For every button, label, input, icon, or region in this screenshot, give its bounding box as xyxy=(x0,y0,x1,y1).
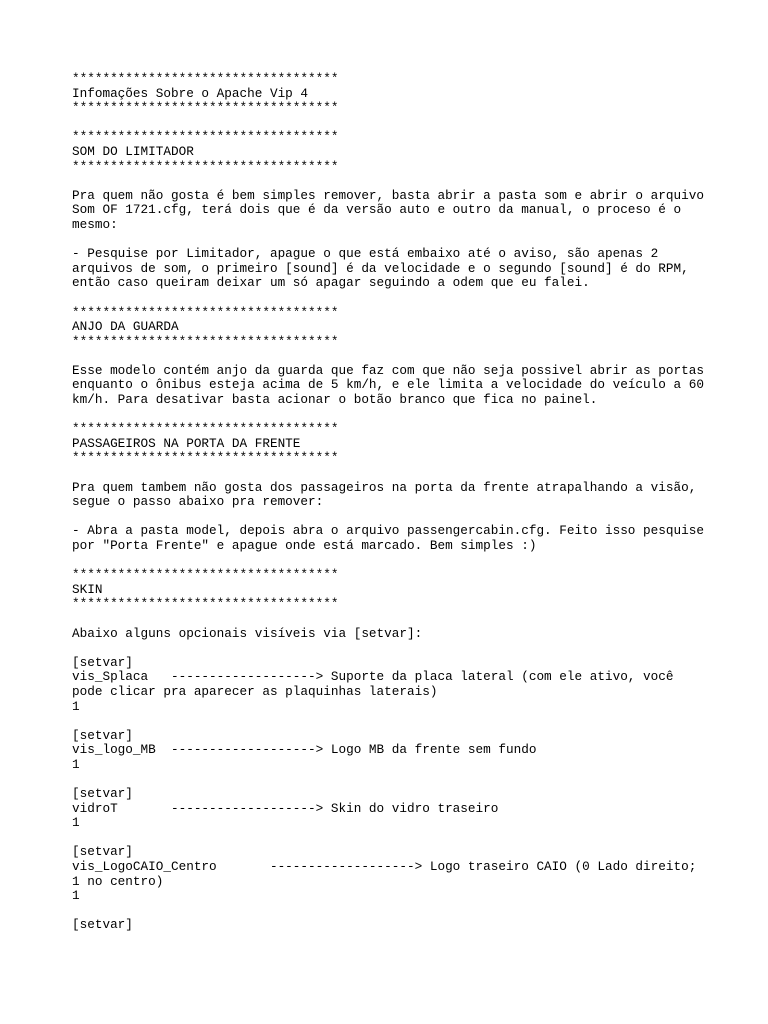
paragraph-line: arquivos de som, o primeiro [sound] é da velocidade e o segundo [sound] é do RPM, xyxy=(72,260,689,276)
separator-line: *********************************** xyxy=(72,100,339,116)
setvar-value: 1 xyxy=(72,815,80,831)
separator-line: *********************************** xyxy=(72,596,339,612)
setvar-tag: [setvar] xyxy=(72,654,133,670)
paragraph-line: enquanto o ônibus esteja acima de 5 km/h, e ele limita a velocidade do veículo a 60 xyxy=(72,377,704,393)
section-title-passageiros: PASSAGEIROS NA PORTA DA FRENTE xyxy=(72,435,301,451)
separator-line: *********************************** xyxy=(72,158,339,174)
document-page xyxy=(72,72,712,933)
paragraph-line: mesmo: xyxy=(72,216,118,232)
paragraph-line: - Abra a pasta model, depois abra o arquivo passengercabin.cfg. Feito isso pesquise xyxy=(72,523,704,539)
setvar-line: 1 no centro) xyxy=(72,873,164,889)
setvar-line: vis_logo_MB -------------------> Logo MB da frente sem fundo xyxy=(72,742,537,758)
separator-line: *********************************** xyxy=(72,421,339,437)
setvar-tag: [setvar] xyxy=(72,727,133,743)
paragraph-line: então caso queiram deixar um só apagar seguindo a odem que eu falei. xyxy=(72,275,590,291)
paragraph-line: Som OF 1721.cfg, terá dois que é da versão auto e outro da manual, o proceso é o xyxy=(72,202,682,218)
setvar-line: pode clicar pra aparecer as plaquinhas laterais) xyxy=(72,683,438,699)
paragraph-line: por "Porta Frente" e apague onde está marcado. Bem simples :) xyxy=(72,538,537,553)
separator-line: *********************************** xyxy=(72,129,339,145)
setvar-value: 1 xyxy=(72,888,80,904)
section-title-anjo-da-guarda: ANJO DA GUARDA xyxy=(72,319,179,335)
paragraph-line: km/h. Para desativar basta acionar o botão branco que fica no painel. xyxy=(72,392,598,408)
paragraph-line: - Pesquise por Limitador, apague o que está embaixo até o aviso, são apenas 2 xyxy=(72,246,659,262)
paragraph-line: Esse modelo contém anjo da guarda que faz com que não seja possivel abrir as portas xyxy=(72,362,704,378)
setvar-tag: [setvar] xyxy=(72,844,133,860)
setvar-value: 1 xyxy=(72,698,80,714)
separator-line: *********************************** xyxy=(72,333,339,349)
setvar-line: vis_Splaca -------------------> Suporte da placa lateral (com ele ativo, você xyxy=(72,669,674,685)
setvar-tag: [setvar] xyxy=(72,786,133,802)
paragraph-line: segue o passo abaixo pra remover: xyxy=(72,494,324,510)
setvar-tag: [setvar] xyxy=(72,917,133,933)
section-title-skin: SKIN xyxy=(72,581,103,597)
paragraph-line: Pra quem tambem não gosta dos passageiros na porta da frente atrapalhando a visão, xyxy=(72,479,697,495)
paragraph-line: Abaixo alguns opcionais visíveis via [setvar]: xyxy=(72,625,423,641)
setvar-value: 1 xyxy=(72,756,80,772)
separator-line: *********************************** xyxy=(72,71,339,86)
paragraph-line: Pra quem não gosta é bem simples remover, basta abrir a pasta som e abrir o arquivo xyxy=(72,187,704,203)
document-title: Infomações Sobre o Apache Vip 4 xyxy=(72,85,309,101)
setvar-line: vis_LogoCAIO_Centro -------------------> Logo traseiro CAIO (0 Lado direito; xyxy=(72,859,697,875)
section-title-som-do-limitador: SOM DO LIMITADOR xyxy=(72,143,194,159)
separator-line: *********************************** xyxy=(72,450,339,466)
setvar-line: vidroT -------------------> Skin do vidro traseiro xyxy=(72,800,499,816)
separator-line: *********************************** xyxy=(72,304,339,320)
separator-line: *********************************** xyxy=(72,567,339,583)
